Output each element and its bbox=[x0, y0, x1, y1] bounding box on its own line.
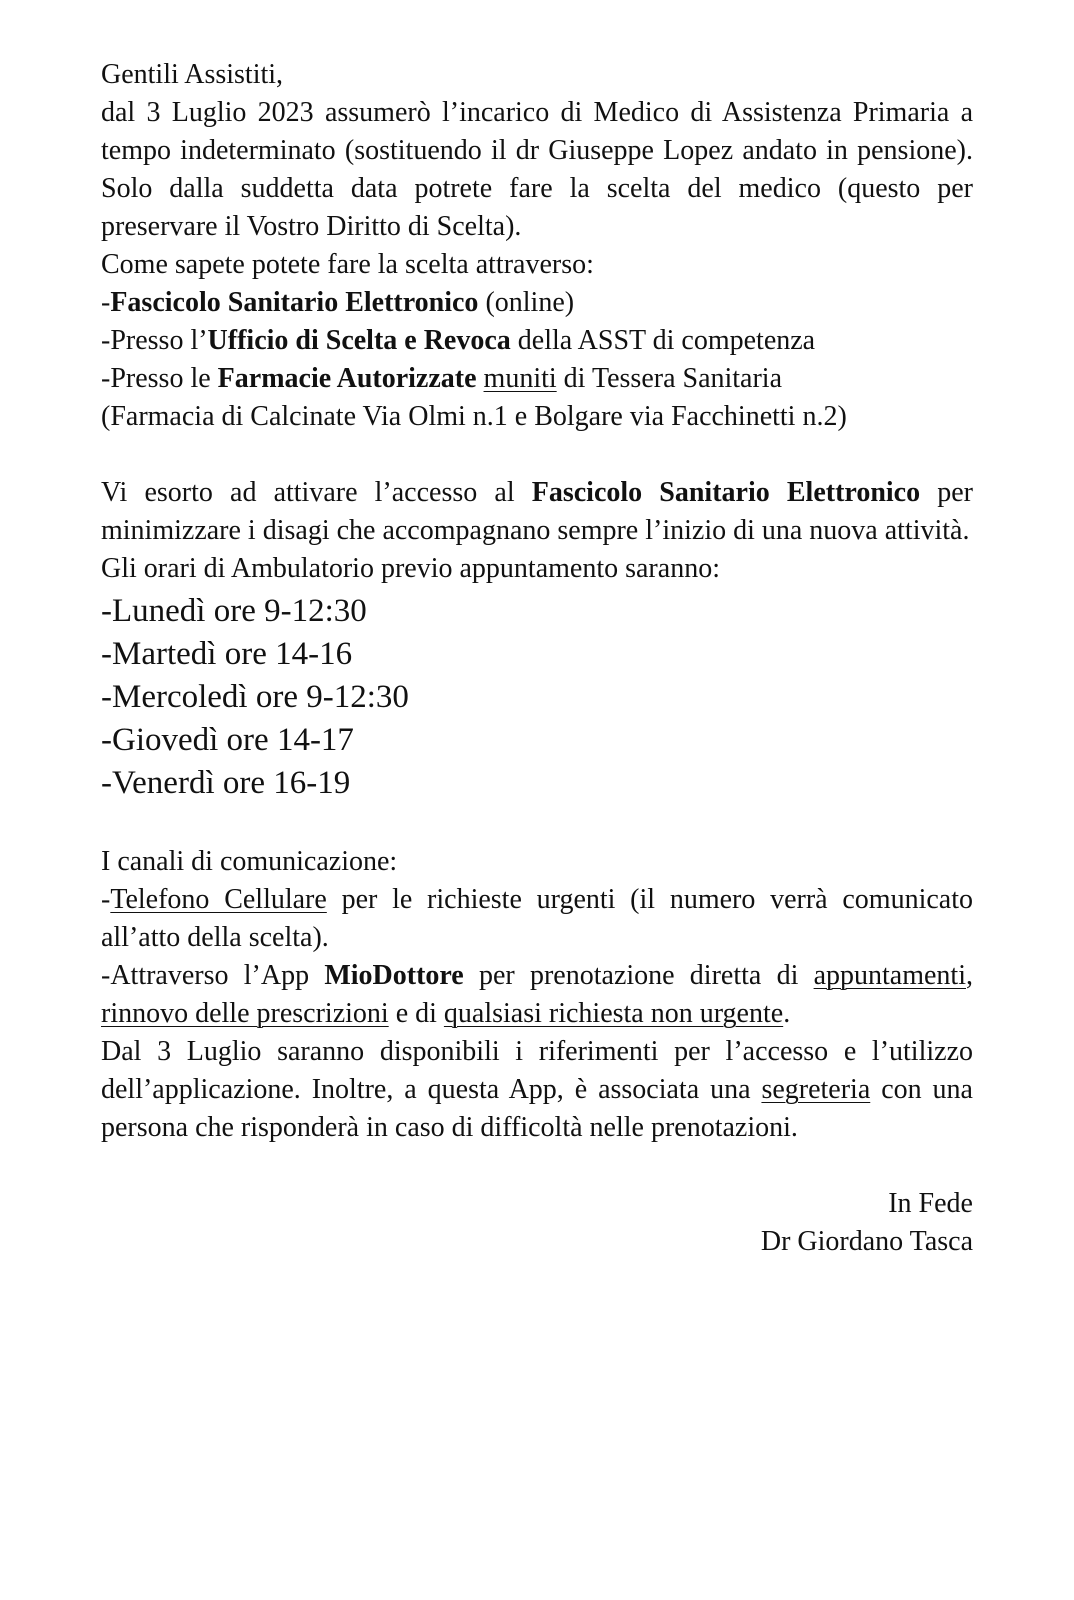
channel-phone bbox=[101, 881, 973, 957]
text-run: con una persona che risponderà in caso di difficoltà nelle prenotazioni. bbox=[101, 1074, 973, 1143]
text-run: (Farmacia di Calcinate Via Olmi n.1 e Bolgare via Facchinetti n.2) bbox=[101, 401, 847, 432]
paragraph-gap bbox=[101, 1147, 973, 1185]
app-info-paragraph bbox=[101, 1033, 973, 1147]
text-run: -Presso l’ bbox=[101, 325, 208, 356]
text-run: e di bbox=[388, 998, 444, 1029]
underlined-text: muniti bbox=[483, 363, 557, 394]
text-run: Dal 3 Luglio saranno disponibili i riferimenti per l’accesso e l’utilizzo dell’applicazione. Inoltre, a questa App, è associata una bbox=[101, 1036, 973, 1105]
bold-text: MioDottore bbox=[324, 960, 464, 991]
pharmacy-addresses bbox=[101, 398, 973, 436]
greeting: Gentili Assistiti, bbox=[101, 59, 284, 90]
underlined-text: rinnovo delle prescrizioni bbox=[101, 998, 389, 1029]
signature-name: Dr Giordano Tasca bbox=[760, 1226, 973, 1257]
underlined-text: Telefono Cellulare bbox=[110, 884, 327, 915]
choice-option-pharmacies bbox=[101, 360, 973, 398]
text-run: - bbox=[101, 884, 111, 915]
text-run: . bbox=[783, 998, 791, 1029]
choice-intro: Come sapete potete fare la scelta attraverso: bbox=[101, 249, 594, 280]
text-run: (online) bbox=[478, 287, 575, 318]
channels-intro: I canali di comunicazione: bbox=[101, 846, 398, 877]
bold-text: Fascicolo Sanitario Elettronico bbox=[110, 287, 479, 318]
intro-paragraph bbox=[101, 94, 973, 246]
underlined-text: segreteria bbox=[761, 1074, 871, 1105]
underlined-text: qualsiasi richiesta non urgente bbox=[443, 998, 784, 1029]
text-run: Vi esorto ad attivare l’accesso al bbox=[101, 477, 532, 508]
text-run: -Presso le bbox=[101, 363, 218, 394]
text-run bbox=[477, 363, 484, 394]
schedule-friday: -Venerdì ore 16-19 bbox=[101, 765, 351, 801]
channel-app bbox=[101, 957, 973, 1033]
text-run: di Tessera Sanitaria bbox=[556, 363, 783, 394]
schedule-tuesday: -Martedì ore 14-16 bbox=[101, 636, 353, 672]
schedule-thursday: -Giovedì ore 14-17 bbox=[101, 722, 354, 758]
text-run: per le richieste urgenti (il numero verrà comunicato all’atto della scelta). bbox=[101, 884, 973, 953]
bold-text: Fascicolo Sanitario Elettronico bbox=[531, 477, 921, 508]
closing: In Fede bbox=[888, 1188, 973, 1219]
paragraph-gap bbox=[101, 436, 973, 474]
schedule-list bbox=[101, 590, 973, 805]
text-run: -Attraverso l’App bbox=[101, 960, 325, 991]
text-run: della ASST di competenza bbox=[510, 325, 816, 356]
text-run: , bbox=[966, 960, 973, 991]
choice-option-fse bbox=[101, 284, 973, 322]
text-run: - bbox=[101, 287, 111, 318]
fse-paragraph bbox=[101, 474, 973, 550]
schedule-intro: Gli orari di Ambulatorio previo appuntamento saranno: bbox=[101, 553, 720, 584]
underlined-text: appuntamenti bbox=[813, 960, 966, 991]
text-run: dal 3 Luglio 2023 assumerò l’incarico di Medico di Assistenza Primaria a tempo indeterminato (sostituendo il dr Giuseppe Lopez andato in pensione). Solo dalla suddetta data potrete fare la scelta del medico (questo per preservare il Vostro Diritto di Scelta). bbox=[101, 97, 973, 242]
text-run: per prenotazione diretta di bbox=[463, 960, 814, 991]
bold-text: Farmacie Autorizzate bbox=[217, 363, 477, 394]
paragraph-gap bbox=[101, 805, 973, 843]
schedule-wednesday: -Mercoledì ore 9-12:30 bbox=[101, 679, 409, 715]
schedule-monday: -Lunedì ore 9-12:30 bbox=[101, 593, 367, 629]
letter-body bbox=[101, 56, 973, 1261]
bold-text: Ufficio di Scelta e Revoca bbox=[207, 325, 511, 356]
choice-option-office bbox=[101, 322, 973, 360]
text-run: per minimizzare i disagi che accompagnano sempre l’inizio di una nuova attività. bbox=[101, 477, 973, 546]
